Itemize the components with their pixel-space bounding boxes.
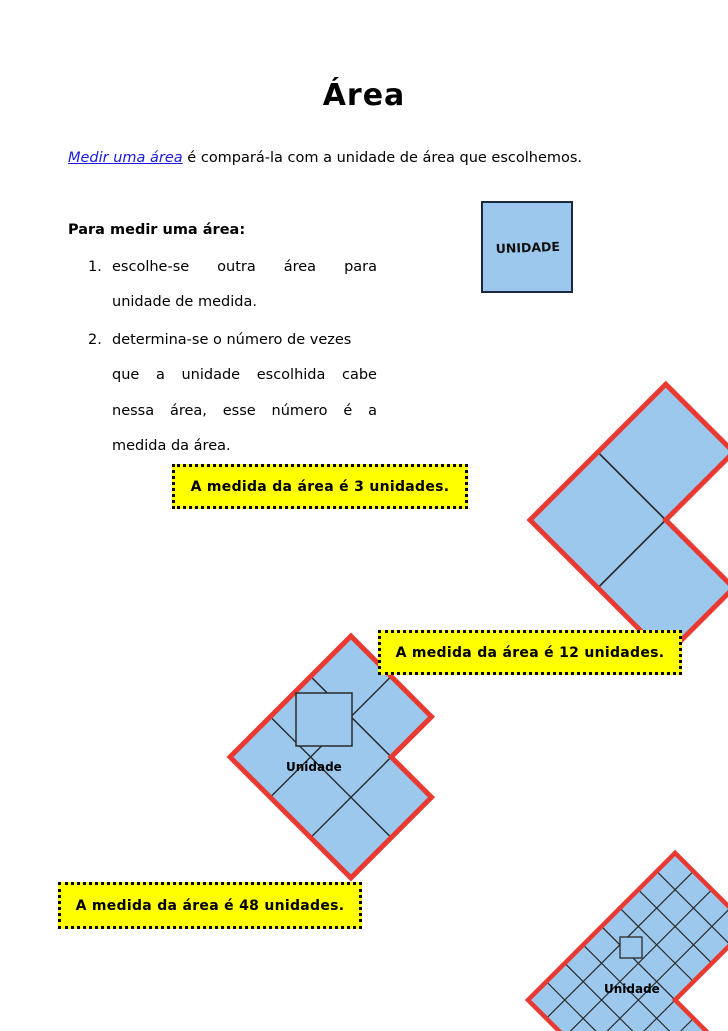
page-title: Área [322, 78, 406, 113]
step-2-word: unidade [181, 367, 241, 383]
step-2-word: cabe [342, 367, 377, 383]
step-1-number: 1. [88, 259, 102, 275]
step-2-word: esse [222, 403, 256, 419]
heart-48-units [368, 744, 688, 1004]
intro-highlight: Medir uma área [68, 150, 183, 166]
intro-rest: é compará-la com a unidade de área que escolhemos. [182, 150, 583, 166]
step-2-word: número [271, 403, 328, 419]
step-2-word: a [155, 367, 165, 383]
step-2-line-2 [112, 367, 377, 383]
unit-square-figure [480, 200, 575, 295]
step-2-word: escolhida [256, 367, 326, 383]
step-1-word: para [344, 259, 377, 275]
step-2-word: é [343, 403, 353, 419]
step-2-line-1 [88, 332, 351, 348]
step-2-line-1-text: determina-se o número de vezes [112, 332, 352, 348]
step-2-line-3 [112, 403, 377, 419]
result-48-units: A medida da área é 48 unidades. [58, 882, 362, 929]
unit-caption-2: Unidade [286, 760, 342, 774]
result-12-units: A medida da área é 12 unidades. [378, 630, 682, 675]
unit-caption-3: Unidade [604, 982, 660, 996]
step-2-word: que [112, 367, 140, 383]
result-3-units: A medida da área é 3 unidades. [172, 464, 468, 509]
unit-square-tiny [620, 937, 642, 958]
intro-sentence [68, 150, 582, 166]
step-1-line-1 [88, 259, 377, 275]
step-2-number: 2. [88, 332, 102, 348]
unit-square-small [296, 693, 352, 746]
step-1-word: outra [217, 259, 256, 275]
step-1-word: escolhe-se [112, 259, 190, 275]
heart-12-units [40, 515, 370, 765]
step-1-word: área [283, 259, 317, 275]
step-2-word: área, [169, 403, 207, 419]
unit-square-label: UNIDADE [495, 238, 561, 257]
procedure-heading: Para medir uma área: [68, 222, 246, 238]
step-2-word: nessa [112, 403, 155, 419]
step-2-word: a [368, 403, 377, 419]
step-2-line-4: medida da área. [112, 438, 231, 454]
step-1-line-2: unidade de medida. [112, 294, 257, 310]
